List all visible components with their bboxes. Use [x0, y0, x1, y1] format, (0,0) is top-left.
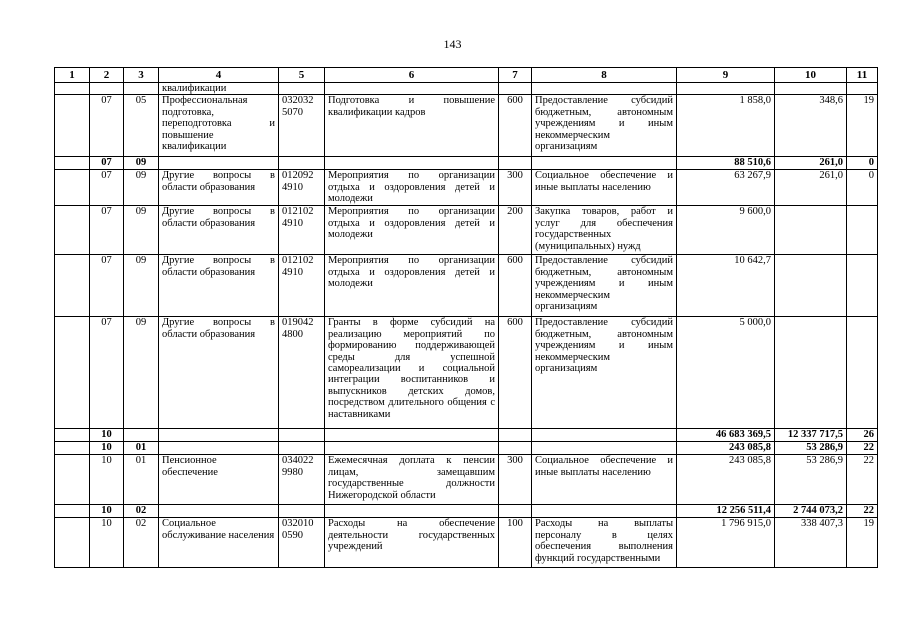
cell-c1: [55, 206, 90, 255]
page-number: 143: [443, 37, 462, 51]
cell-amount-9: 1 796 915,0: [677, 518, 775, 568]
cell-expense-name: Закупка товаров, работ и услуг для обеспечения государственных (муниципальных) нужд: [532, 206, 677, 255]
cell-expense-name: Предоставление субсидий бюджетным, автономным учреждениям и иным некоммерческим организациям: [532, 255, 677, 317]
cell-c1: [55, 505, 90, 518]
cell-subsection-code: 01: [124, 442, 159, 455]
cell-expense-name: [532, 429, 677, 442]
cell-amount-11: 0: [847, 170, 878, 206]
cell-c10: [775, 83, 847, 95]
cell-c2: [90, 83, 124, 95]
cell-section-name: Профессиональная подготовка, переподготовка и повышение квалификации: [159, 95, 279, 157]
cell-subsection-code: [124, 429, 159, 442]
subtotal-row: [55, 505, 878, 518]
cell-section-code: 10: [90, 505, 124, 518]
cell-section-name: квалификации: [159, 83, 279, 95]
cell-c1: [55, 518, 90, 568]
cell-c8: [532, 83, 677, 95]
column-header: 1: [55, 68, 90, 83]
column-header: 6: [325, 68, 499, 83]
cell-expense-name: [532, 442, 677, 455]
table-row: [55, 455, 878, 505]
cell-amount-11: [847, 255, 878, 317]
cell-subsection-code: 09: [124, 255, 159, 317]
cell-expense-name: Социальное обеспечение и иные выплаты населению: [532, 455, 677, 505]
cell-target-name: Подготовка и повышение квалификации кадров: [325, 95, 499, 157]
cell-section-name: [159, 442, 279, 455]
table-row: [55, 317, 878, 429]
cell-target-code: 012092 4910: [279, 170, 325, 206]
cell-c1: [55, 157, 90, 170]
cell-amount-11: 22: [847, 455, 878, 505]
cell-section-name: [159, 157, 279, 170]
cell-expense-code: 300: [499, 170, 532, 206]
cell-expense-code: [499, 442, 532, 455]
cell-expense-code: 600: [499, 317, 532, 429]
cell-section-name: Другие вопросы в области образования: [159, 170, 279, 206]
cell-section-code: 10: [90, 455, 124, 505]
cell-section-name: Социальное обслуживание населения: [159, 518, 279, 568]
cell-target-code: 012102 4910: [279, 255, 325, 317]
column-header: 11: [847, 68, 878, 83]
subtotal-row: [55, 442, 878, 455]
cell-target-name: [325, 157, 499, 170]
cell-target-code: [279, 157, 325, 170]
cell-target-name: Расходы на обеспечение деятельности государственных учреждений: [325, 518, 499, 568]
cell-section-code: 07: [90, 95, 124, 157]
cell-c6: [325, 83, 499, 95]
cell-c1: [55, 455, 90, 505]
cell-section-name: Другие вопросы в области образования: [159, 206, 279, 255]
cell-expense-name: [532, 157, 677, 170]
cell-amount-9: 243 085,8: [677, 455, 775, 505]
column-header: 9: [677, 68, 775, 83]
cell-c11: [847, 83, 878, 95]
cell-amount-11: [847, 206, 878, 255]
cell-amount-9: 46 683 369,5: [677, 429, 775, 442]
cell-expense-code: 200: [499, 206, 532, 255]
cell-subsection-code: 01: [124, 455, 159, 505]
cell-target-code: 019042 4800: [279, 317, 325, 429]
cell-section-code: 10: [90, 442, 124, 455]
cell-expense-code: [499, 429, 532, 442]
cell-amount-11: 26: [847, 429, 878, 442]
cell-target-name: Гранты в форме субсидий на реализацию мероприятий по формированию поддерживающей среды для успешной самореализации и социальной интеграции воспитанников и выпускников детских домов, посредством длительного общения с наставниками: [325, 317, 499, 429]
cell-amount-9: 9 600,0: [677, 206, 775, 255]
cell-amount-10: 261,0: [775, 157, 847, 170]
cell-target-name: Ежемесячная доплата к пенсии лицам, замещавшим государственные должности Нижегородской области: [325, 455, 499, 505]
column-header: 2: [90, 68, 124, 83]
cell-amount-9: 243 085,8: [677, 442, 775, 455]
cell-amount-10: 53 286,9: [775, 455, 847, 505]
cell-target-name: [325, 429, 499, 442]
cell-c5: [279, 83, 325, 95]
cell-target-code: 034022 9980: [279, 455, 325, 505]
cell-c1: [55, 170, 90, 206]
cell-amount-10: 348,6: [775, 95, 847, 157]
cell-amount-11: [847, 317, 878, 429]
cell-c1: [55, 255, 90, 317]
table-header-row: [55, 68, 878, 83]
cell-amount-9: 5 000,0: [677, 317, 775, 429]
cell-target-name: Мероприятия по организации отдыха и оздоровления детей и молодежи: [325, 206, 499, 255]
cell-amount-9: 63 267,9: [677, 170, 775, 206]
cell-subsection-code: 05: [124, 95, 159, 157]
cell-subsection-code: 02: [124, 505, 159, 518]
cell-expense-code: 600: [499, 255, 532, 317]
cell-expense-code: 100: [499, 518, 532, 568]
cell-section-code: 10: [90, 518, 124, 568]
cell-expense-name: Предоставление субсидий бюджетным, автономным учреждениям и иным некоммерческим организациям: [532, 317, 677, 429]
column-header: 10: [775, 68, 847, 83]
cell-amount-10: [775, 206, 847, 255]
cell-section-name: Другие вопросы в области образования: [159, 255, 279, 317]
cell-expense-name: Социальное обеспечение и иные выплаты населению: [532, 170, 677, 206]
cell-subsection-code: 09: [124, 170, 159, 206]
budget-table: [54, 67, 878, 568]
cell-section-name: [159, 505, 279, 518]
table-row: [55, 95, 878, 157]
cell-expense-code: 600: [499, 95, 532, 157]
cell-section-name: Другие вопросы в области образования: [159, 317, 279, 429]
cell-subsection-code: 09: [124, 157, 159, 170]
column-header: 7: [499, 68, 532, 83]
cell-section-code: 07: [90, 317, 124, 429]
cell-expense-code: [499, 505, 532, 518]
cell-target-code: [279, 429, 325, 442]
cell-amount-9: 10 642,7: [677, 255, 775, 317]
cell-amount-11: 19: [847, 518, 878, 568]
cell-amount-10: 2 744 073,2: [775, 505, 847, 518]
column-header: 4: [159, 68, 279, 83]
cell-expense-name: Расходы на выплаты персоналу в целях обеспечения выполнения функций государственными: [532, 518, 677, 568]
cell-section-name: Пенсионное обеспечение: [159, 455, 279, 505]
cell-expense-name: [532, 505, 677, 518]
cell-c1: [55, 429, 90, 442]
cell-expense-code: 300: [499, 455, 532, 505]
cell-c1: [55, 317, 90, 429]
cell-amount-9: 12 256 511,4: [677, 505, 775, 518]
cell-c3: [124, 83, 159, 95]
cell-section-name: [159, 429, 279, 442]
cell-amount-10: 338 407,3: [775, 518, 847, 568]
cell-expense-code: [499, 157, 532, 170]
cell-target-code: [279, 442, 325, 455]
cell-section-code: 07: [90, 157, 124, 170]
cell-target-code: [279, 505, 325, 518]
cell-amount-11: 22: [847, 505, 878, 518]
cell-section-code: 07: [90, 255, 124, 317]
cell-subsection-code: 02: [124, 518, 159, 568]
cell-section-code: 10: [90, 429, 124, 442]
table-row: [55, 170, 878, 206]
cell-c1: [55, 442, 90, 455]
subtotal-row: [55, 157, 878, 170]
table-row: [55, 255, 878, 317]
cell-target-name: [325, 505, 499, 518]
cell-amount-10: [775, 317, 847, 429]
cell-subsection-code: 09: [124, 206, 159, 255]
cell-target-code: 032032 5070: [279, 95, 325, 157]
column-header: 5: [279, 68, 325, 83]
table-row: [55, 206, 878, 255]
column-header: 3: [124, 68, 159, 83]
cell-amount-11: 22: [847, 442, 878, 455]
cell-c1: [55, 83, 90, 95]
cell-section-code: 07: [90, 170, 124, 206]
table-row: [55, 518, 878, 568]
cell-target-code: 012102 4910: [279, 206, 325, 255]
table-row: [55, 83, 878, 95]
cell-target-code: 032010 0590: [279, 518, 325, 568]
cell-amount-10: 12 337 717,5: [775, 429, 847, 442]
cell-amount-9: 88 510,6: [677, 157, 775, 170]
cell-section-code: 07: [90, 206, 124, 255]
cell-subsection-code: 09: [124, 317, 159, 429]
cell-amount-10: 261,0: [775, 170, 847, 206]
cell-amount-11: 19: [847, 95, 878, 157]
cell-amount-10: 53 286,9: [775, 442, 847, 455]
cell-target-name: Мероприятия по организации отдыха и оздоровления детей и молодежи: [325, 255, 499, 317]
cell-expense-name: Предоставление субсидий бюджетным, автономным учреждениям и иным некоммерческим организациям: [532, 95, 677, 157]
cell-c9: [677, 83, 775, 95]
cell-target-name: [325, 442, 499, 455]
cell-amount-11: 0: [847, 157, 878, 170]
subtotal-row: [55, 429, 878, 442]
cell-target-name: Мероприятия по организации отдыха и оздоровления детей и молодежи: [325, 170, 499, 206]
cell-c7: [499, 83, 532, 95]
cell-amount-9: 1 858,0: [677, 95, 775, 157]
cell-c1: [55, 95, 90, 157]
cell-amount-10: [775, 255, 847, 317]
column-header: 8: [532, 68, 677, 83]
